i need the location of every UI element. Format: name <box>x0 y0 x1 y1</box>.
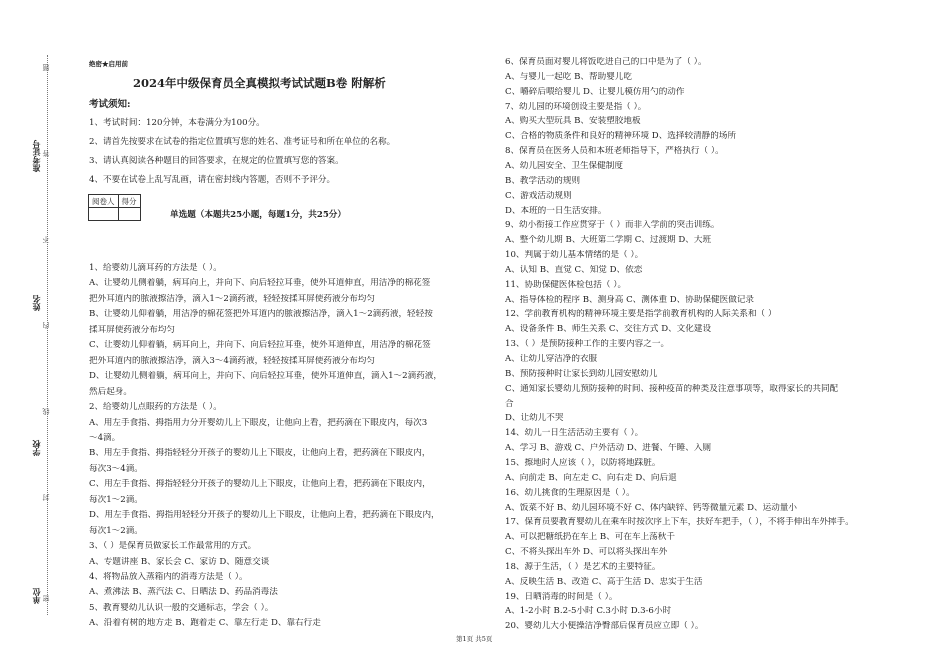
binding-mark: 封 <box>42 494 50 501</box>
question-line: 每次1～2滴。 <box>89 525 143 536</box>
question-line: A、让婴幼儿侧着躺，病耳向上，并向下、向后轻拉耳垂，使外耳道伸直，用洁净的棉花签 <box>89 278 431 289</box>
notice-item: 2、请首先按要求在试卷的指定位置填写您的姓名、准考证号和所在单位的名称。 <box>89 137 396 147</box>
question-line: 15、擦地时人应该（ ），以防将地踩脏。 <box>505 457 661 468</box>
question-line: 18、源于生活，（ ）是艺术的主要特征。 <box>505 561 661 572</box>
question-line: B、用左手食指、拇指轻轻分开孩子的婴幼儿上下眼皮，让他向上看，把药滴在下眼皮内， <box>89 448 431 459</box>
question-line: 3、（ ）是保育员做家长工作最常用的方式。 <box>89 541 257 552</box>
question-line: A、认知 B、直觉 C、知觉 D、依恋 <box>505 264 643 275</box>
binding-line <box>47 55 48 615</box>
question-line: 17、保育员要教育婴幼儿在乘车时按次序上下车，扶好车把手，（ ），不将手伸出车外摔手。 <box>505 517 854 528</box>
question-line: 11、协助保健医体检包括（ ）。 <box>505 279 627 290</box>
question-line: 20、婴幼儿大小便操洁净臀部后保育员应立即（ ）。 <box>505 621 704 632</box>
score-table <box>88 194 141 221</box>
question-line: 每次1～2滴。 <box>89 494 143 505</box>
question-line: A、学习 B、游戏 C、户外活动 D、进餐、午睡、入厕 <box>505 443 712 454</box>
question-line: B、让婴幼儿仰着躺，用洁净的棉花签把外耳道内的脓液擦洁净，滴入1～2滴药液，轻轻按 <box>89 309 433 320</box>
binding-label-exam-number: 准考证号 <box>31 140 41 172</box>
question-line: A、让幼儿穿洁净的衣服 <box>505 354 598 364</box>
question-line: 然后起身。 <box>89 386 132 397</box>
question-line: A、煮沸法 B、蒸汽法 C、日晒法 D、药品消毒法 <box>89 587 278 598</box>
question-line: 13、（ ）是预防接种工作的主要内容之一。 <box>505 339 670 350</box>
question-line: A、饭菜不好 B、幼儿园环境不好 C、体内缺锌、钙等微量元素 D、运动量小 <box>505 502 797 513</box>
question-line: 2、给婴幼儿点眼药的方法是（ ）。 <box>89 402 222 413</box>
question-line: A、1-2小时 B.2-5小时 C.3小时 D.3-6小时 <box>505 606 672 617</box>
question-line: C、嚼碎后喂给婴儿 D、让婴儿模仿用勺的动作 <box>505 86 685 97</box>
question-line: A、购买大型玩具 B、安装塑胶地板 <box>505 116 641 127</box>
question-line: 14、幼儿一日生活活动主要有（ ）。 <box>505 428 644 439</box>
binding-mark: 线 <box>42 408 50 415</box>
binding-label-school: 学校 <box>31 440 41 456</box>
question-line: A、专题讲座 B、家长会 C、家访 D、随意交谈 <box>89 556 270 567</box>
question-line: C、合格的物质条件和良好的精神环境 D、选择较清静的场所 <box>505 131 737 142</box>
question-line: 每次3～4滴。 <box>89 463 143 474</box>
binding-mark: 答 <box>42 150 50 157</box>
question-line: 7、幼儿园的环境创设主要是指（ ）。 <box>505 101 647 112</box>
page-title: 2024年中级保育员全真模拟考试试题B卷 附解析 <box>133 76 386 90</box>
question-line: 4、将物品放入蒸箱内的消毒方法是（ ）。 <box>89 572 248 582</box>
question-line: A、反映生活 B、改造 C、高于生活 D、忠实于生活 <box>505 576 703 587</box>
question-line: 16、幼儿挑食的生理原因是（ ）。 <box>505 487 635 498</box>
question-line: A、用左手食指、拇指用力分开婴幼儿上下眼皮，让他向上看，把药滴在下眼皮内，每次3 <box>89 417 428 428</box>
notice-item: 3、请认真阅读各种题目的回答要求，在规定的位置填写您的答案。 <box>89 156 344 166</box>
question-line: A、可以把糖纸扔在车上 B、可在车上荡秋千 <box>505 532 675 543</box>
binding-mark: 题 <box>42 64 50 71</box>
notice-item: 4、不要在试卷上乱写乱画，请在密封线内答题，否则不予评分。 <box>89 175 336 185</box>
section-heading: 单选题（本题共25小题，每题1分，共25分） <box>170 210 346 220</box>
notice-heading: 考试须知: <box>89 99 131 110</box>
question-line: D、用左手食指、拇指用轻轻分开孩子的婴幼儿上下眼皮，让他向上看，把药滴在下眼皮内， <box>89 510 440 521</box>
question-line: 6、保育员面对婴儿将饭吃进自己的口中是为了（ ）。 <box>505 57 707 67</box>
page-footer: 第1页 共5页 <box>456 635 493 643</box>
question-line: B、教学活动的规则 <box>505 175 581 186</box>
question-line: 9、幼小衔接工作应贯穿于（ ）而非入学前的突击训练。 <box>505 220 720 231</box>
binding-mark: 密 <box>42 595 50 602</box>
question-line: 8、保育员在医务人员和本班老师指导下，严格执行（ ）。 <box>505 146 724 157</box>
question-line: A、指导体检的程序 B、测身高 C、测体重 D、协助保健医做记录 <box>505 294 755 305</box>
binding-label-unit: 单位 <box>31 588 41 604</box>
question-line: C、游戏活动规则 <box>505 190 572 201</box>
question-line: B、预防接种时让家长到幼儿园安慰幼儿 <box>505 368 658 379</box>
question-line: C、不将头探出车外 D、可以将头探出车外 <box>505 547 668 558</box>
question-line: A、设备条件 B、师生关系 C、交往方式 D、文化建设 <box>505 324 712 335</box>
question-line: ～4滴。 <box>89 432 121 443</box>
question-line: A、向前走 B、向左走 C、向右走 D、向后退 <box>505 472 677 483</box>
question-line: A、整个幼儿期 B、大班第二学期 C、过渡期 D、大班 <box>505 235 712 246</box>
question-line: D、本班的一日生活安排。 <box>505 205 607 216</box>
question-line: C、通知家长婴幼儿预防接种的时间、接种疫苗的种类及注意事项等，取得家长的共同配 <box>505 383 839 394</box>
question-line: 5、教育婴幼儿认识一般的交通标志，学会（ ）。 <box>89 602 274 613</box>
question-line: 1、给婴幼儿滴耳药的方法是（ ）。 <box>89 263 222 273</box>
question-line: 10、判属于幼儿基本情绪的是（ ）。 <box>505 250 644 261</box>
question-line: C、让婴幼儿仰着躺，病耳向上，并向下、向后轻拉耳垂，使外耳道伸直，用洁净的棉花签 <box>89 340 431 351</box>
question-line: A、沿着有树的地方走 B、跑着走 C、靠左行走 D、靠右行走 <box>89 618 321 629</box>
question-line: 把外耳道内的脓液擦洁净，滴入3～4滴药液，轻轻按揉耳屏使药液分布均匀 <box>89 355 375 366</box>
question-line: 揉耳屏使药液分布均匀 <box>89 324 175 335</box>
question-line: 12、学前教育机构的精神环境主要是指学前教育机构的人际关系和（ ） <box>505 309 777 320</box>
binding-mark: 内 <box>42 322 50 329</box>
score-table-reviewer-header: 阅卷人 <box>89 195 119 208</box>
score-table-score-cell[interactable] <box>118 208 140 221</box>
question-line: 把外耳道内的脓液擦洁净，滴入1～2滴药液，轻轻按揉耳屏使药液分布均匀 <box>89 293 375 304</box>
question-line: 合 <box>505 398 514 409</box>
binding-mark: 不 <box>42 236 50 243</box>
question-line: 19、日晒消毒的时间是（ ）。 <box>505 591 618 602</box>
notice-item: 1、考试时间：120分钟，本卷满分为100分。 <box>89 118 265 128</box>
score-table-score-header: 得分 <box>118 195 140 208</box>
question-line: D、让幼儿不哭 <box>505 413 564 424</box>
question-line: C、用左手食指、拇指轻轻分开孩子的婴幼儿上下眼皮，让他向上看，把药滴在下眼皮内， <box>89 479 431 490</box>
binding-label-name: 姓名 <box>31 295 41 311</box>
secret-label: 绝密★启用前 <box>89 60 128 68</box>
question-line: A、与婴儿一起吃 B、帮助婴儿吃 <box>505 71 632 82</box>
score-table-reviewer-cell[interactable] <box>89 208 119 221</box>
question-line: A、幼儿园安全、卫生保健制度 <box>505 160 623 171</box>
question-line: D、让婴幼儿侧着躺，病耳向上，并向下、向后轻拉耳垂，使外耳道伸直，滴入1～2滴药液， <box>89 371 442 382</box>
